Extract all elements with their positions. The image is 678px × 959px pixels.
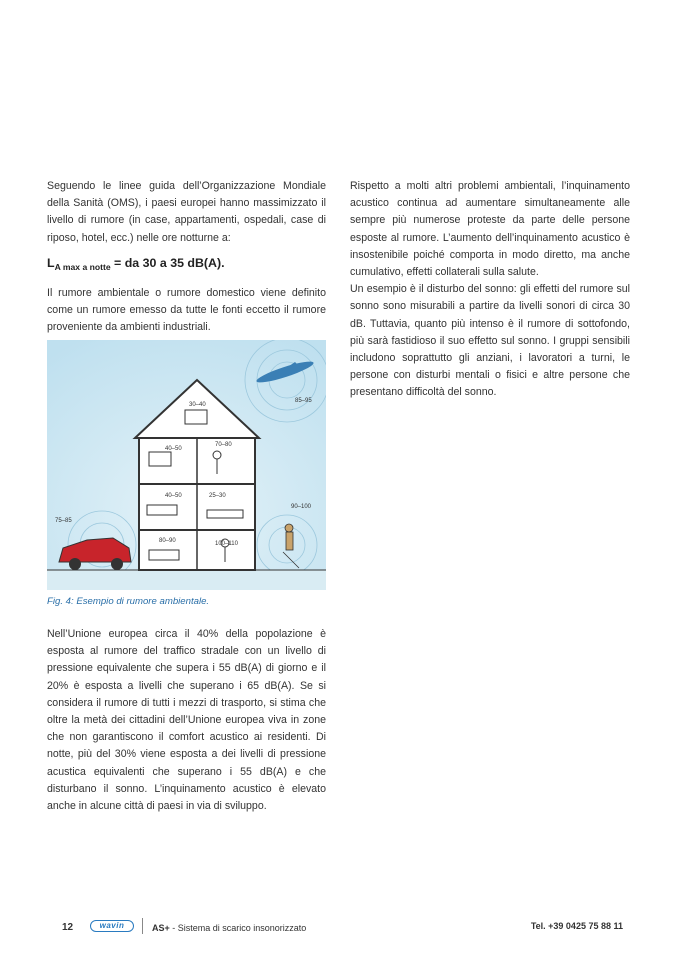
label-floor2-right: 70–80 [215,442,232,448]
label-airplane: 85–95 [295,398,312,404]
label-floor2-left: 40–50 [165,446,182,452]
page-number: 12 [62,922,74,933]
ground [47,570,326,590]
label-ground-right: 100–110 [215,541,238,547]
left-column [47,178,326,337]
sleep-disturbance-paragraph: Un esempio è il disturbo del sonno: gli effetti del rumore sul sonno sono misurabili a partire da livelli sonori di circa 30 dB. Tuttavia, quanto più intenso è il rumore di sottofondo, più sarà fastidioso il suo effetto sul sonno. I gruppi sensibili includono soprattutto gli anziani, i lavoratori a turni, le persone con disturbi mentali o fisici e altre persone che presentano difficoltà del sonno. [350,283,630,399]
environmental-problems-paragraph: Rispetto a molti altri problemi ambientali, l’inquinamento acustico continua ad aumentare simultaneamente alle sempre più numerose proteste da parte delle persone esposte al rumore. L’aumento dell’inquinamento acustico è insostenibile poiché comporta in modo diretto, ma anche cumulativo, effetti collaterali sulla salute. [350,180,630,279]
label-floor1-left: 40–50 [165,493,182,499]
label-street-worker: 90–100 [291,504,312,510]
contact-phone: Tel. +39 0425 75 88 11 [530,921,623,931]
intro-paragraph: Seguendo le linee guida dell’Organizzazione Mondiale della Sanità (OMS), i paesi europei hanno massimizzato il livello di rumore (in case, appartamenti, ospedali, case di riposo, hotel, ecc.) nelle ore notturne a: [47,180,326,244]
label-attic: 30–40 [189,402,206,408]
series-title [152,923,306,933]
left-column-lower [47,626,326,815]
footer-divider [142,918,143,934]
house-noise-diagram [47,340,326,590]
right-column [350,178,630,402]
figure-caption: Fig. 4: Esempio di rumore ambientale. [47,596,210,607]
series-name: - Sistema di scarico insonorizzato [169,923,307,933]
label-floor1-right: 25–30 [209,493,226,499]
formula-subscript: A max a notte [54,261,111,272]
page-footer [0,918,678,938]
noise-illustration [47,340,326,590]
formula-value: = da 30 a 35 dB(A). [110,255,225,270]
label-car: 75–85 [55,518,72,524]
eu-statistics-paragraph: Nell’Unione europea circa il 40% della popolazione è esposta al rumore del traffico stradale con un livello di pressione equivalente che supera i 55 dB(A) di giorno e il 20% è esposta a livelli che superano i 65 dB(A). Se si considera il rumore di tutti i mezzi di trasporto, si stima che oltre la metà dei cittadini dell’Unione europea viva in zone che non garantiscono il comfort acustico ai residenti. Di notte, più del 30% viene esposta a dei livelli di pressione acustica equivalenti che superano i 55 dB(A) e che disturbano il sonno. L’inquinamento acustico è elevato anche in alcune città di paesi in via di sviluppo. [47,628,326,813]
definition-paragraph: Il rumore ambientale o rumore domestico viene definito come un rumore emesso da tutte le fonti eccetto il rumore proveniente da ambienti industriali. [47,287,326,334]
formula-symbol: L [47,255,55,270]
label-ground-left: 80–90 [159,538,176,544]
series-brand: AS+ [152,923,170,933]
noise-limit-formula [47,255,326,276]
wavin-logo: wavin [90,920,134,932]
